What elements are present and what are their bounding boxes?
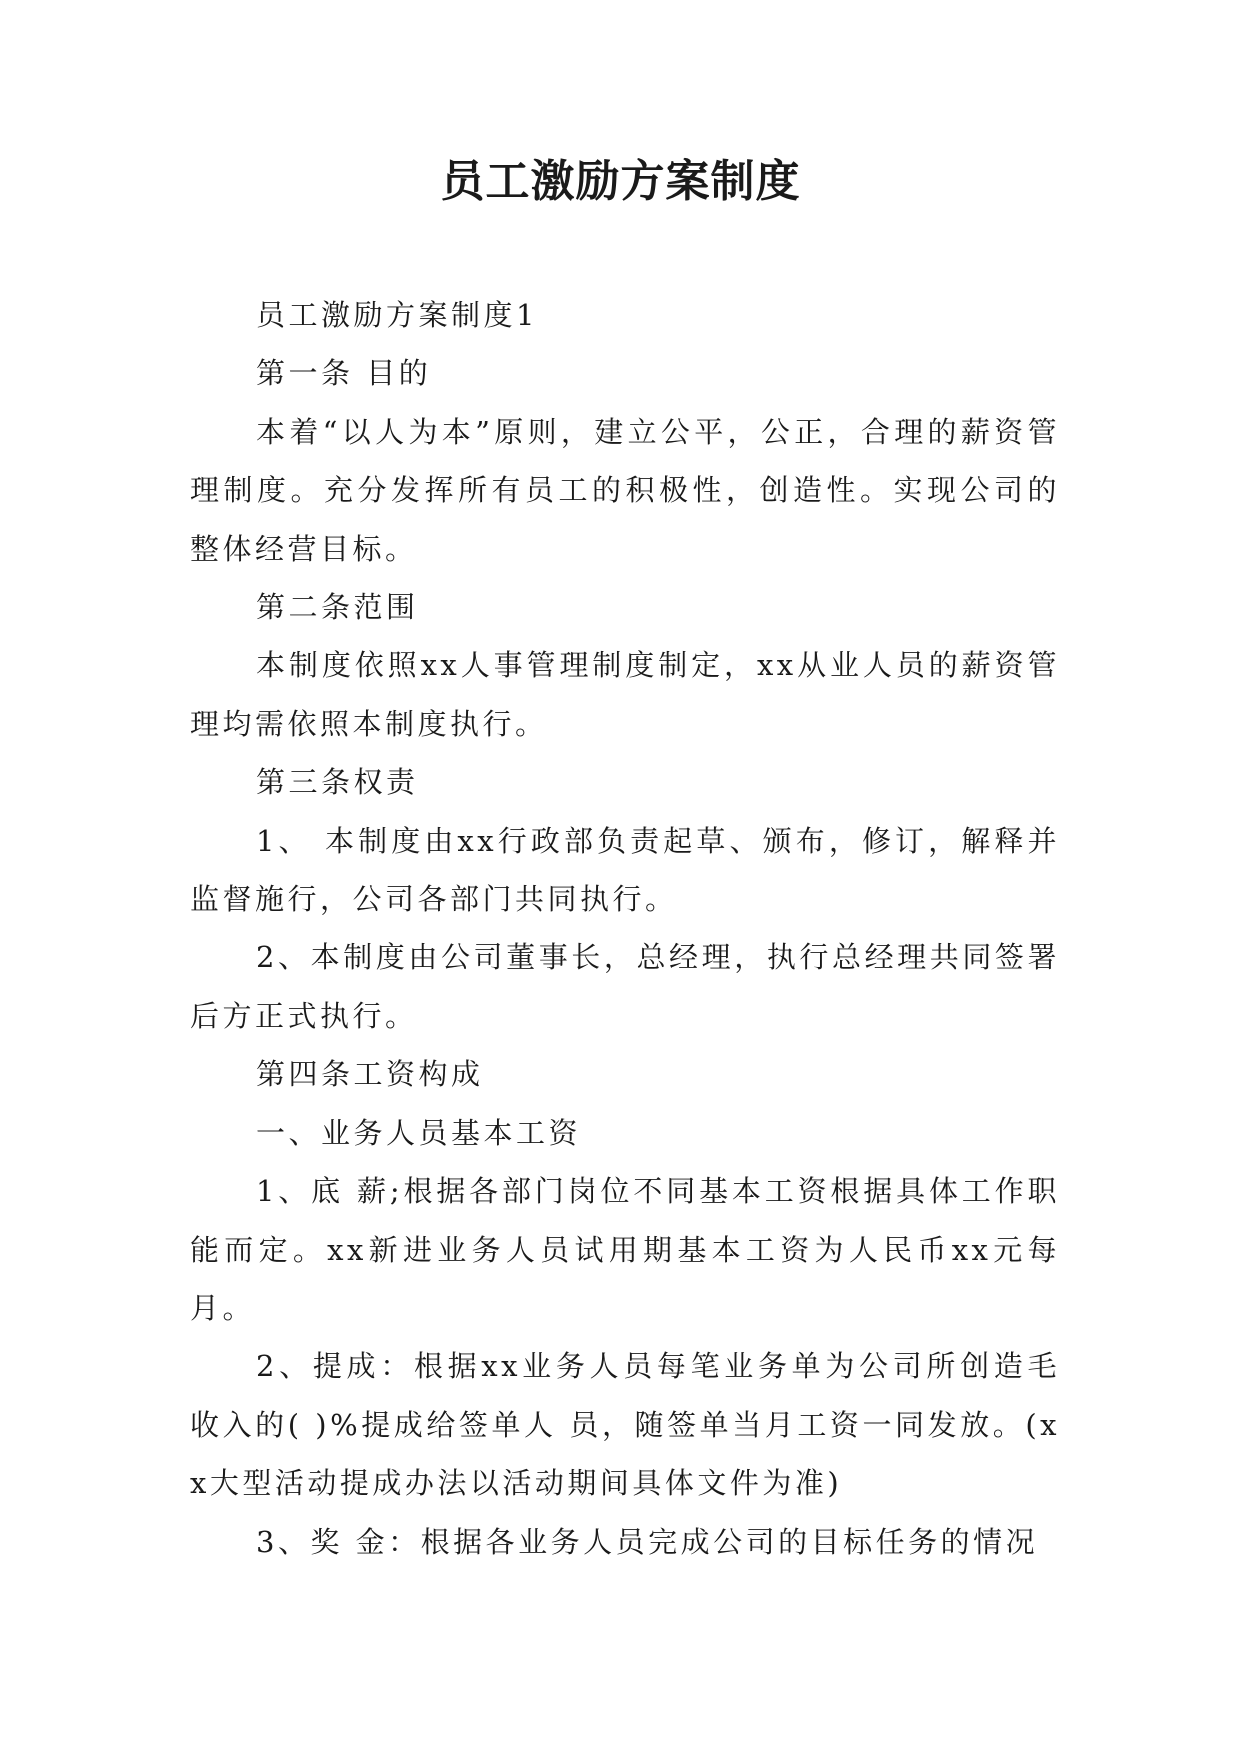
paragraph-article-2-text: 本制度依照xx人事管理制度制定，xx从业人员的薪资管理均需依照本制度执行。 — [190, 648, 1060, 741]
paragraph-article-1-heading: 第一条 目的 — [256, 356, 432, 391]
paragraph-salary-item-1: 1、底 薪;根据各部门岗位不同基本工资根据具体工作职能而定。xx新进业务人员试用期基本工资为人民币xx元每月。 — [190, 1174, 1060, 1325]
paragraph-salary-item-3: 3、奖 金：根据各业务人员完成公司的目标任务的情况 — [256, 1524, 1039, 1559]
paragraph-article-3-item-2: 2、本制度由公司董事长，总经理，执行总经理共同签署后方正式执行。 — [190, 940, 1060, 1033]
paragraph-subtitle: 员工激励方案制度1 — [256, 298, 538, 332]
paragraph-salary-item-2: 2、提成：根据xx业务人员每笔业务单为公司所创造毛收入的( )%提成给签单人 员，随签单当月工资一同发放。(xx大型活动提成办法以活动期间具体文件为准) — [190, 1349, 1060, 1501]
paragraph-article-4-heading: 第四条工资构成 — [256, 1057, 484, 1092]
document-title: 员工激励方案制度 — [440, 156, 801, 207]
paragraph-article-3-heading: 第三条权责 — [256, 765, 419, 800]
paragraph-article-3-item-1: 1、 本制度由xx行政部负责起草、颁布，修订，解释并监督施行，公司各部门共同执行。 — [190, 823, 1060, 917]
paragraph-article-2-heading: 第二条范围 — [256, 590, 419, 625]
paragraph-section-1-heading: 一、业务人员基本工资 — [256, 1115, 582, 1150]
document-body — [190, 286, 1060, 1571]
paragraph-article-1-text: 本着“以人为本”原则，建立公平，公正，合理的薪资管理制度。充分发挥所有员工的积极性，创造性。实现公司的整体经营目标。 — [190, 414, 1060, 566]
